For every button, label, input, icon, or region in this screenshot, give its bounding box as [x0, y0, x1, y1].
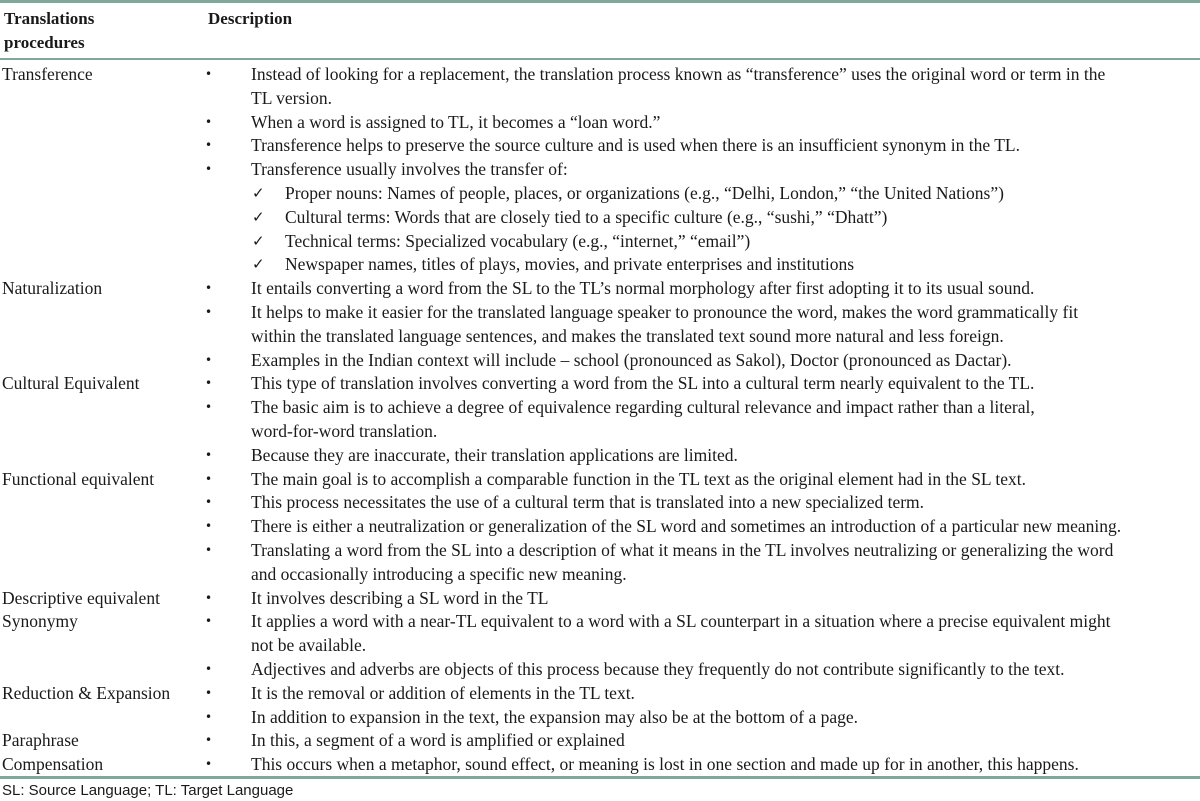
checkmark-icon: ✓: [252, 232, 265, 250]
description-line: within the translated language sentences, and makes the translated text sound more natural and less foreign.: [251, 326, 1004, 346]
procedure-name: Descriptive equivalent: [2, 588, 160, 608]
table-top-rule: [0, 0, 1200, 3]
description-line: Instead of looking for a replacement, the translation process known as “transference” uses the original word or term in the: [251, 64, 1106, 84]
bullet-icon: •: [205, 495, 213, 509]
description-line: The basic aim is to achieve a degree of equivalence regarding cultural relevance and impact rather than a literal,: [251, 397, 1035, 417]
description-line: This occurs when a metaphor, sound effect, or meaning is lost in one section and made up for in another, this happens.: [251, 754, 1079, 774]
description-line: Transference helps to preserve the source culture and is used when there is an insufficient synonym in the TL.: [251, 135, 1020, 155]
description-line: In this, a segment of a word is amplified or explained: [251, 730, 625, 750]
transfer-subitem: Technical terms: Specialized vocabulary (e.g., “internet,” “email”): [285, 231, 751, 251]
procedure-name: Synonymy: [2, 611, 78, 631]
bullet-icon: •: [205, 281, 213, 295]
bullet-icon: •: [205, 710, 213, 724]
bullet-icon: •: [205, 353, 213, 367]
description-line: Adjectives and adverbs are objects of this process because they frequently do not contribute significantly to the text.: [251, 659, 1065, 679]
checkmark-icon: ✓: [252, 184, 265, 202]
description-line: It entails converting a word from the SL to the TL’s normal morphology after first adopting it to its usual sound.: [251, 278, 1035, 298]
checkmark-icon: ✓: [252, 255, 265, 273]
bullet-icon: •: [205, 67, 213, 81]
description-line: In addition to expansion in the text, the expansion may also be at the bottom of a page.: [251, 707, 859, 727]
bullet-icon: •: [205, 733, 213, 747]
bullet-icon: •: [205, 400, 213, 414]
header-description: Description: [208, 9, 293, 28]
bullet-icon: •: [205, 162, 213, 176]
table-bottom-rule: [0, 776, 1200, 779]
procedure-name: Paraphrase: [2, 730, 79, 750]
bullet-icon: •: [205, 614, 213, 628]
transfer-subitem: Cultural terms: Words that are closely tied to a specific culture (e.g., “sushi,” “Dhatt”): [285, 207, 888, 227]
transfer-subitem: Newspaper names, titles of plays, movies, and private enterprises and institutions: [285, 254, 855, 274]
bullet-icon: •: [205, 115, 213, 129]
description-line: and occasionally introducing a specific new meaning.: [251, 564, 627, 584]
checkmark-icon: ✓: [252, 208, 265, 226]
bullet-icon: •: [205, 591, 213, 605]
header-procedures-line2: procedures: [4, 33, 85, 52]
bullet-icon: •: [205, 376, 213, 390]
description-line: This type of translation involves converting a word from the SL into a cultural term nearly equivalent to the TL.: [251, 373, 1035, 393]
footnote: SL: Source Language; TL: Target Language: [2, 782, 294, 799]
description-line: Transference usually involves the transfer of:: [251, 159, 568, 179]
bullet-icon: •: [205, 519, 213, 533]
description-line: not be available.: [251, 635, 367, 655]
table-header-rule: [0, 58, 1200, 60]
description-line: It applies a word with a near-TL equivalent to a word with a SL counterpart in a situation where a precise equivalent might: [251, 611, 1111, 631]
transfer-subitem: Proper nouns: Names of people, places, or organizations (e.g., “Delhi, London,” “the United Nations”): [285, 183, 1004, 203]
description-line: It helps to make it easier for the translated language speaker to pronounce the word, makes the word grammatically fit: [251, 302, 1079, 322]
description-line: This process necessitates the use of a cultural term that is translated into a new specialized term.: [251, 492, 925, 512]
procedure-name: Transference: [2, 64, 93, 84]
procedure-name: Compensation: [2, 754, 104, 774]
description-line: It involves describing a SL word in the TL: [251, 588, 549, 608]
description-line: When a word is assigned to TL, it becomes a “loan word.”: [251, 112, 661, 132]
bullet-icon: •: [205, 138, 213, 152]
description-line: Translating a word from the SL into a description of what it means in the TL involves neutralizing or generalizing the word: [251, 540, 1114, 560]
bullet-icon: •: [205, 543, 213, 557]
description-line: It is the removal or addition of elements in the TL text.: [251, 683, 635, 703]
bullet-icon: •: [205, 662, 213, 676]
bullet-icon: •: [205, 757, 213, 771]
description-line: There is either a neutralization or generalization of the SL word and sometimes an introduction of a particular new meaning.: [251, 516, 1122, 536]
description-line: TL version.: [251, 88, 332, 108]
description-line: Because they are inaccurate, their translation applications are limited.: [251, 445, 738, 465]
description-line: The main goal is to accomplish a comparable function in the TL text as the original element had in the SL text.: [251, 469, 1026, 489]
bullet-icon: •: [205, 305, 213, 319]
procedure-name: Reduction & Expansion: [2, 683, 171, 703]
procedure-name: Naturalization: [2, 278, 103, 298]
procedure-name: Cultural Equivalent: [2, 373, 140, 393]
procedure-name: Functional equivalent: [2, 469, 155, 489]
description-line: word-for-word translation.: [251, 421, 438, 441]
description-line: Examples in the Indian context will include – school (pronounced as Sakol), Doctor (pronounced as Dactar).: [251, 350, 1012, 370]
bullet-icon: •: [205, 686, 213, 700]
bullet-icon: •: [205, 448, 213, 462]
bullet-icon: •: [205, 472, 213, 486]
header-procedures-line1: Translations: [4, 9, 95, 28]
